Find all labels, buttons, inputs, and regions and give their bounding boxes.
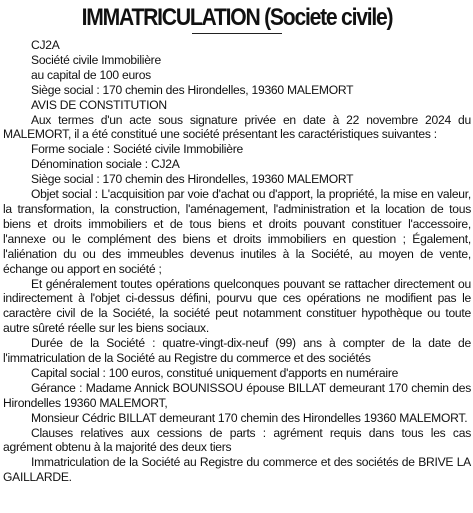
notice-heading: AVIS DE CONSTITUTION	[31, 97, 167, 112]
corporate-purpose: Objet social : L'acquisition par voie d'achat ou d'apport, la propriété, la mise en valeur, la transformation, la construction, l'aménagement, l'administration et la location de tous biens et droits immobiliers et de tous biens et droits pouvant constituer l'accessoire, l'annexe ou le complément des biens et droits immobiliers en question ; Également, l'aliénation du ou des immeubles devenus inutiles à la Société, au moyen de vente, échange ou apport en société ;	[3, 187, 471, 276]
management-second: Monsieur Cédric BILLAT demeurant 170 chemin des Hirondelles 19360 MALEMORT.	[31, 410, 468, 425]
company-code: CJ2A	[31, 38, 60, 52]
registration-paragraph: Immatriculation de la Société au Registre du commerce et des sociétés de BRIVE LA GAILLARDE.	[3, 455, 471, 485]
company-capital: au capital de 100 euros	[31, 67, 151, 82]
company-type: Société civile Immobilière	[31, 52, 161, 67]
company-headquarters: Siège social : 170 chemin des Hirondelles, 19360 MALEMORT	[31, 82, 354, 97]
company-name: Dénomination sociale : CJ2A	[31, 157, 180, 172]
registered-office: Siège social : 170 chemin des Hirondelles, 19360 MALEMORT	[31, 172, 354, 187]
share-capital: Capital social : 100 euros, constitué uniquement d'apports en numéraire	[31, 365, 399, 380]
legal-form: Forme sociale : Société civile Immobilière	[31, 142, 243, 157]
share-transfer-clause: Clauses relatives aux cessions de parts : agrément requis dans tous les cas agrément obtenu à la majorité des deux tiers	[3, 425, 471, 455]
title-divider	[192, 33, 282, 34]
notice-body	[3, 38, 471, 485]
management-first: Gérance : Madame Annick BOUNISSOU épouse BILLAT demeurant 170 chemin des Hirondelles 19360 MALEMORT,	[3, 380, 471, 410]
company-duration: Durée de la Société : quatre-vingt-dix-neuf (99) ans à compter de la date de l'immatriculation de la Société au Registre du commerce et des sociétés	[3, 336, 471, 366]
deed-paragraph: Aux termes d'un acte sous signature privée en date à 22 novembre 2024 du MALEMORT, il a été constitué une société présentant les caractéristiques suivantes :	[3, 112, 471, 142]
general-operations: Et généralement toutes opérations quelconques pouvant se rattacher directement ou indirectement à l'objet ci-dessus défini, pourvu que ces opérations ne modifient pas le caractère civil de la Société, la société peut notamment constituer hypothèque ou toute autre sûreté réelle sur les biens sociaux.	[3, 276, 471, 336]
notice-title: IMMATRICULATION (Societe civile)	[81, 4, 393, 31]
